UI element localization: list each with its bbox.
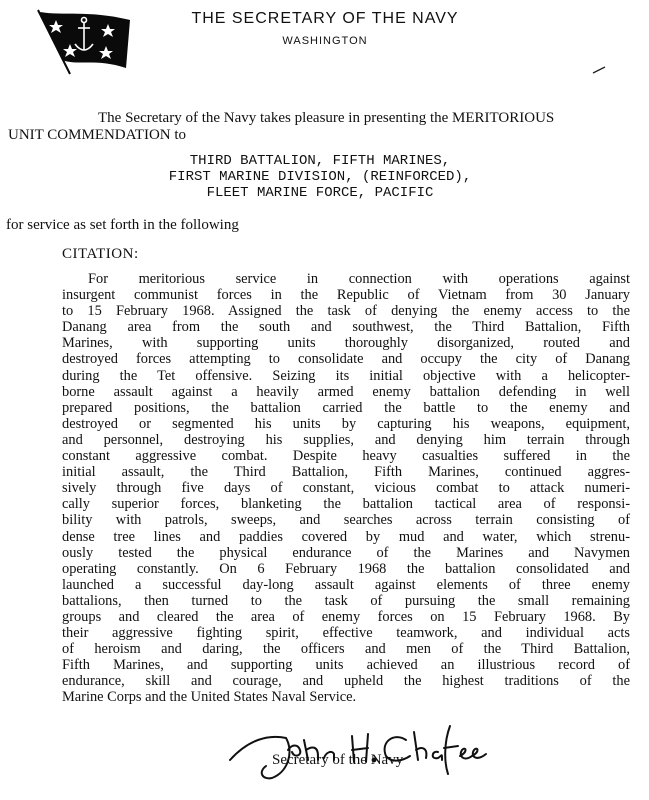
citation-line: Marines, with supporting units thoroughly disorganized, routed and	[62, 335, 630, 352]
page-subtitle: WASHINGTON	[282, 35, 368, 47]
citation-line: and personnel, destroying his supplies, and denying him terrain through	[62, 431, 630, 448]
intro-line-2: UNIT COMMENDATION to	[8, 127, 187, 143]
citation-line: bility with patrols, sweeps, and searches across terrain consisting of	[62, 512, 630, 529]
navy-secretary-flag-icon	[34, 8, 134, 76]
citation-line: sively through five days of constant, vicious combat to attack numeri-	[62, 480, 630, 497]
signatory-title: Secretary of the Navy	[272, 752, 404, 768]
citation-line: Danang area from the south and southwest, the Third Battalion, Fifth	[62, 319, 630, 336]
citation-line: to 15 February 1968. Assigned the task of denying the enemy access to the	[62, 303, 630, 320]
service-line: for service as set forth in the following	[6, 217, 239, 233]
citation-line: endurance, skill and courage, and upheld the highest traditions of the	[62, 673, 630, 690]
citation-line: dense tree lines and paddies covered by mud and water, which strenu-	[62, 528, 630, 545]
citation-line: Marine Corps and the United States Naval Service.	[62, 689, 357, 706]
citation-line: cally superior forces, blanketing the battalion tactical area of responsi-	[62, 496, 630, 513]
pen-mark	[592, 66, 606, 74]
citation-line: borne assault against a heavily armed enemy battalion defending in well	[62, 383, 630, 400]
citation-line: groups and cleared the area of enemy forces on 15 February 1968. By	[62, 608, 630, 625]
citation-label: CITATION:	[62, 246, 139, 262]
unit-designation	[110, 153, 530, 201]
citation-line: For meritorious service in connection with operations against	[88, 271, 630, 287]
unit-line-1: THIRD BATTALION, FIFTH MARINES,	[189, 153, 451, 169]
citation-line: ously tested the physical endurance of the Marines and Navymen	[62, 544, 630, 561]
citation-line: prepared positions, the battalion carried the battle to the enemy and	[62, 399, 630, 416]
unit-line-2: FIRST MARINE DIVISION, (REINFORCED),	[168, 169, 472, 185]
citation-line: constant aggressive combat. Despite heavy casualties suffered in the	[62, 448, 630, 465]
unit-line-3: FLEET MARINE FORCE, PACIFIC	[206, 185, 434, 201]
citation-line: of heroism and daring, the officers and men of the Third Battalion,	[62, 641, 630, 658]
citation-line: their aggressive fighting spirit, effective teamwork, and individual acts	[62, 625, 630, 642]
citation-line: destroyed or segmented his units by capturing his weapons, equipment,	[62, 415, 630, 432]
citation-line: insurgent communist forces in the Republic of Vietnam from 30 January	[62, 287, 630, 304]
citation-line: battalions, then turned to the task of pursuing the small remaining	[62, 592, 630, 609]
citation-line: operating constantly. On 6 February 1968 the battalion consolidated and	[62, 560, 630, 577]
citation-line: launched a successful day-long assault against elements of three enemy	[62, 576, 630, 593]
citation-line: initial assault, the Third Battalion, Fifth Marines, continued aggres-	[62, 464, 630, 481]
citation-line: Fifth Marines, and supporting units achieved an illustrious record of	[62, 657, 630, 674]
page-title: THE SECRETARY OF THE NAVY	[191, 10, 459, 27]
citation-line: destroyed forces attempting to consolidate and occupy the city of Danang	[62, 351, 630, 368]
intro-line-1: The Secretary of the Navy takes pleasure in presenting the MERITORIOUS	[98, 110, 555, 126]
presentation-statement	[8, 110, 644, 144]
citation-body	[62, 271, 630, 706]
citation-line: during the Tet offensive. Seizing its initial objective with a helicopter-	[62, 367, 630, 384]
